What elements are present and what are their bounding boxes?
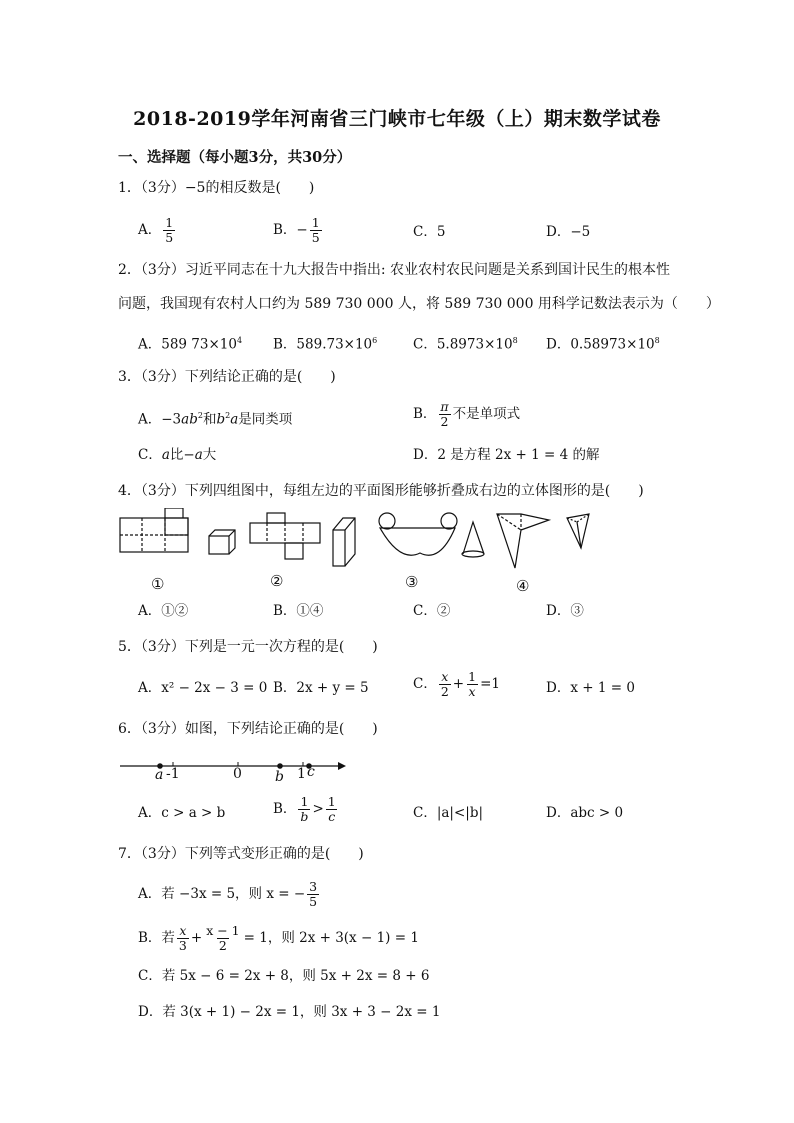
q2-option-d[interactable]: D．$0.58973\times 10^8$ [546, 336, 660, 353]
q6-option-a[interactable]: A．c > a > b [138, 805, 226, 821]
number-line-label-minus-1: -1 [166, 766, 180, 782]
question-7-stem: 7．（3分）下列等式变形正确的是( ) [118, 846, 364, 862]
fraction: $\frac{1}{c}$ [327, 794, 336, 824]
fraction: $\frac{3}{5}$ [309, 879, 318, 909]
pyramid-figure-4 [567, 514, 589, 548]
number-line-label-0: 0 [233, 766, 242, 782]
figure-label-3: ③ [405, 573, 419, 591]
fraction: $\frac{x - 1}{2}$ [206, 923, 240, 953]
q4-figures [115, 508, 675, 598]
q7-option-c[interactable]: C．若 5x − 6 = 2x + 8，则 5x + 2x = 8 + 6 [138, 968, 430, 984]
q6-option-c[interactable]: C．|a|<|b| [413, 805, 484, 821]
q3-option-d[interactable]: D．2 是方程 2x + 1 = 4 的解 [413, 447, 600, 463]
figure-label-1: ① [151, 575, 165, 593]
cone-figure-3 [462, 522, 484, 557]
q3-option-c[interactable]: C．a比−a大 [138, 447, 217, 463]
figure-label-2: ② [270, 572, 284, 590]
q7-option-b[interactable]: B．若 $\frac{x}{3}$ + $\frac{x - 1}{2}$ = 1，则 2x + 3(x − 1) = 1 [138, 923, 419, 953]
q7-option-a[interactable]: A．若 −3x = 5，则 x = − $\frac{3}{5}$ [138, 879, 318, 909]
q5-option-c[interactable]: C． $\frac{x}{2}$ + $\frac{1}{x}$ =1 [413, 669, 500, 699]
sector-figure-3 [379, 513, 457, 555]
q4-option-d[interactable]: D．③ [546, 603, 584, 619]
question-2-line-1: 2．（3分）习近平同志在十九大报告中指出: 农业农村农民问题是关系到国计民生的根本性 [118, 262, 670, 278]
question-3-stem: 3．（3分）下列结论正确的是( ) [118, 369, 336, 385]
net-figure-2 [250, 513, 320, 559]
question-5-stem: 5．（3分）下列是一元一次方程的是( ) [118, 639, 378, 655]
q4-option-c[interactable]: C．② [413, 603, 451, 619]
fraction: $\frac{x}{2}$ [440, 669, 449, 699]
q1-option-d[interactable]: D．−5 [546, 224, 591, 240]
cube-figure-1 [209, 530, 235, 554]
fraction: $\frac{1}{x}$ [468, 669, 477, 699]
q1-option-a[interactable]: A． $\frac{1}{5}$ [138, 215, 174, 245]
net-figure-4 [497, 514, 549, 568]
q1-option-c[interactable]: C．5 [413, 224, 446, 240]
prism-figure-2 [333, 518, 355, 566]
q2-option-a[interactable]: A．589 $73\times 10^4$ [138, 336, 243, 353]
net-figure-1 [120, 508, 188, 552]
q2-option-c[interactable]: C．$5.8973\times 10^8$ [413, 336, 518, 353]
fraction: $\frac{x}{3}$ [178, 923, 187, 953]
fraction: $\frac{\pi}{2}$ [440, 399, 449, 429]
q6-option-b[interactable]: B． $\frac{1}{b}$ > $\frac{1}{c}$ [273, 794, 336, 824]
number-line-label-1: 1 [297, 766, 306, 782]
number-line-label-c: c [307, 764, 315, 780]
question-2-line-2: 问题，我国现有农村人口约为 589 730 000 人，将 589 730 000 用科学记数法表示为（ ） [118, 296, 720, 312]
q6-option-d[interactable]: D．abc > 0 [546, 805, 624, 821]
question-4-stem: 4．（3分）下列四组图中，每组左边的平面图形能够折叠成右边的立体图形的是( ) [118, 483, 644, 499]
q3-option-a[interactable]: A．$-3ab^2$和$b^2a$是同类项 [138, 411, 293, 428]
q3-option-b[interactable]: B． $\frac{\pi}{2}$ 不是单项式 [413, 399, 521, 429]
q4-option-b[interactable]: B．①④ [273, 603, 324, 619]
q2-option-b[interactable]: B．$589.73\times 10^6$ [273, 336, 378, 353]
q7-option-d[interactable]: D．若 3(x + 1) − 2x = 1，则 3x + 3 − 2x = 1 [138, 1004, 441, 1020]
q4-option-a[interactable]: A．①② [138, 603, 189, 619]
number-line-label-a: a [155, 767, 164, 783]
number-line-label-b: b [275, 769, 284, 785]
q5-option-b[interactable]: B．2x + y = 5 [273, 680, 369, 696]
q5-option-d[interactable]: D．x + 1 = 0 [546, 680, 635, 696]
fraction: $\frac{1}{5}$ [311, 215, 320, 245]
question-1-stem: 1．（3分）−5的相反数是( ) [118, 180, 315, 196]
fraction: $\frac{1}{5}$ [165, 215, 174, 245]
point-b [277, 763, 283, 769]
q1-option-b[interactable]: B．− $\frac{1}{5}$ [273, 215, 320, 245]
section-heading: 一、选择题（每小题3分，共30分） [118, 149, 352, 166]
q5-option-a[interactable]: A．x² − 2x − 3 = 0 [138, 680, 268, 696]
fraction: $\frac{1}{b}$ [300, 794, 309, 824]
page-title: 2018-2019学年河南省三门峡市七年级（上）期末数学试卷 [133, 108, 661, 130]
figure-label-4: ④ [516, 577, 530, 595]
question-6-stem: 6．（3分）如图，下列结论正确的是( ) [118, 721, 378, 737]
